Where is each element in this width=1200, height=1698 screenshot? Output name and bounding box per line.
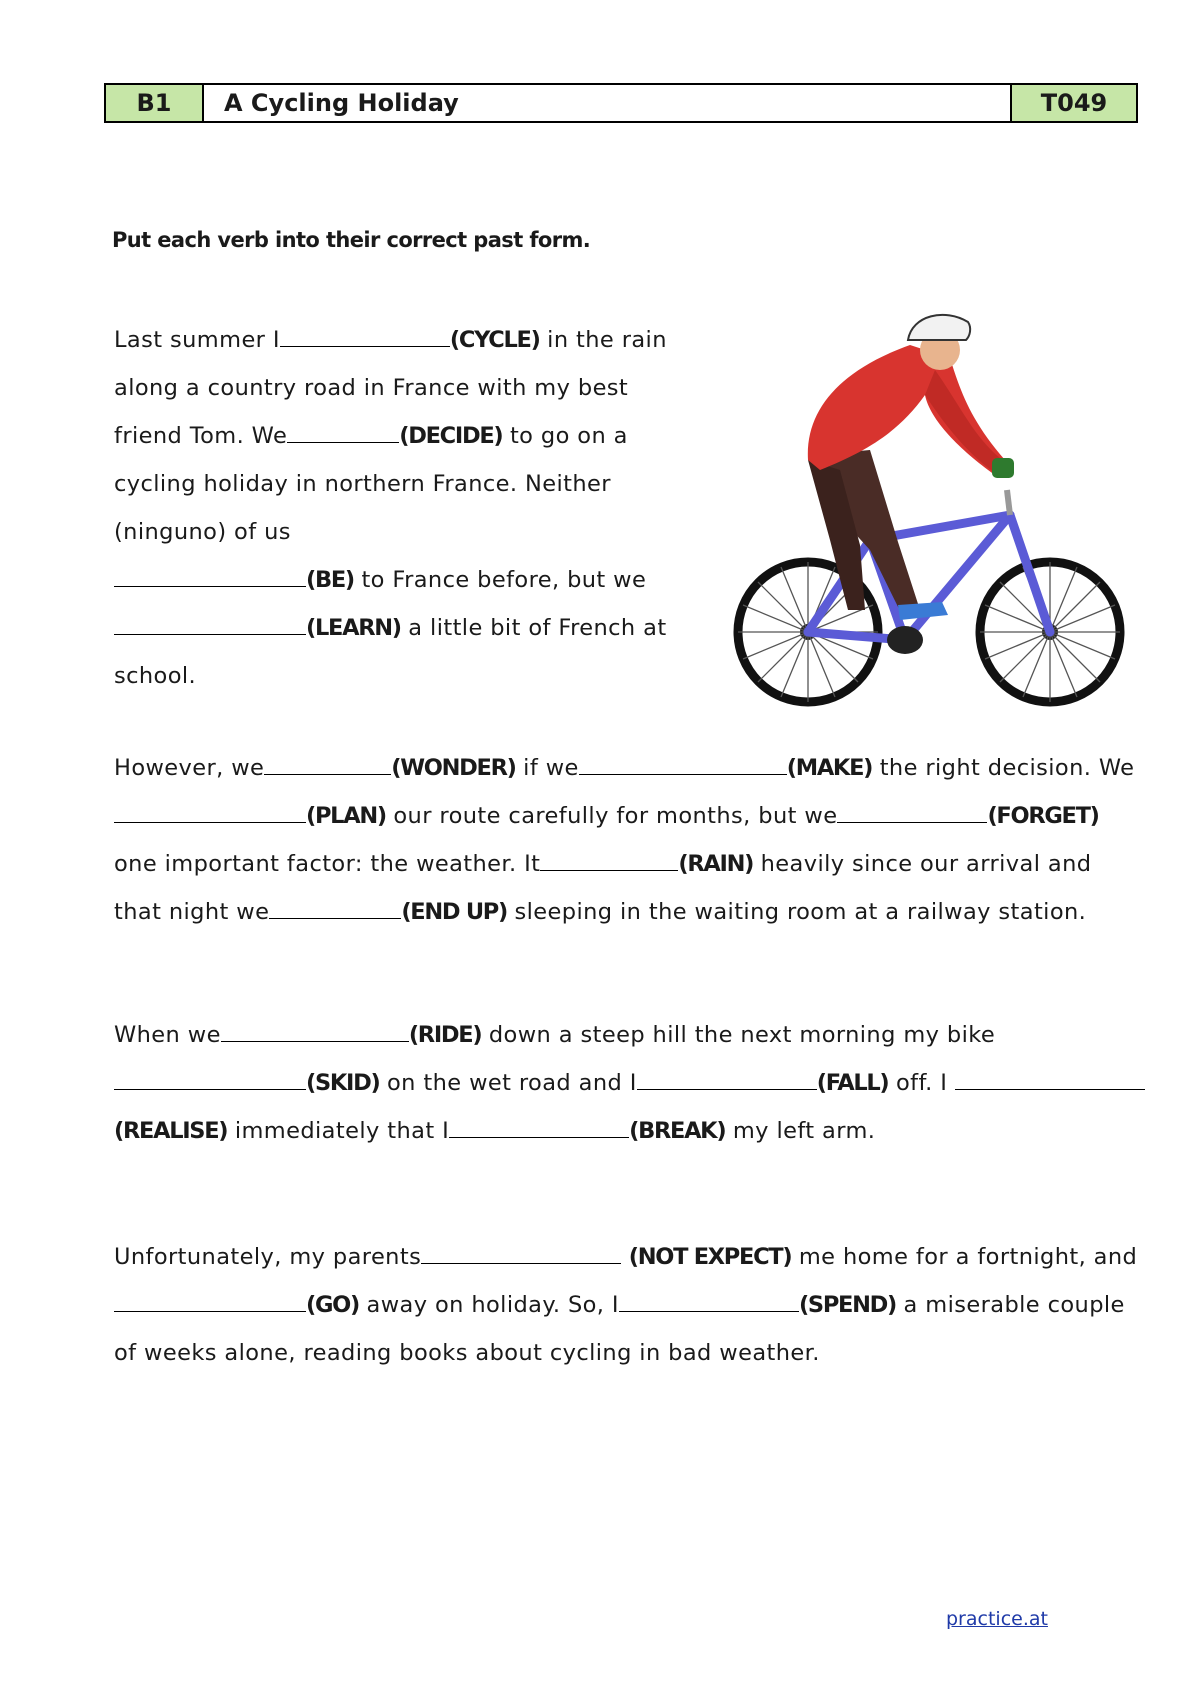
text: cycling holiday in northern France. Neither bbox=[114, 471, 611, 497]
text-line bbox=[114, 556, 694, 604]
text: Last summer I bbox=[114, 327, 280, 353]
verb-hint: (RIDE) bbox=[408, 1022, 482, 1048]
text: to France before, but we bbox=[353, 567, 647, 593]
text-line bbox=[114, 888, 1134, 936]
footer-link[interactable]: practice.at bbox=[946, 1608, 1048, 1630]
answer-blank[interactable] bbox=[449, 1115, 629, 1138]
answer-blank[interactable] bbox=[114, 800, 306, 823]
worksheet-header bbox=[104, 83, 1138, 123]
answer-blank[interactable] bbox=[287, 420, 399, 443]
text-line bbox=[114, 364, 694, 412]
text-line bbox=[114, 1233, 1137, 1281]
paragraph-2 bbox=[114, 744, 1134, 936]
rider-arm bbox=[925, 370, 1005, 475]
verb-hint: (NOT EXPECT) bbox=[628, 1244, 792, 1270]
verb-hint: (END UP) bbox=[401, 899, 507, 925]
text: a little bit of French at bbox=[400, 615, 667, 641]
text: school. bbox=[114, 663, 197, 689]
text-line bbox=[114, 1281, 1137, 1329]
answer-blank[interactable] bbox=[619, 1289, 799, 1312]
text: of weeks alone, reading books about cycling in bad weather. bbox=[114, 1340, 820, 1366]
verb-hint: (FALL) bbox=[816, 1070, 889, 1096]
text-line bbox=[114, 1011, 1145, 1059]
text: along a country road in France with my best bbox=[114, 375, 629, 401]
text: down a steep hill the next morning my bike bbox=[481, 1022, 996, 1048]
answer-blank[interactable] bbox=[264, 752, 391, 775]
verb-hint: (FORGET) bbox=[987, 803, 1099, 829]
answer-blank[interactable] bbox=[114, 1067, 306, 1090]
text: off. I bbox=[888, 1070, 955, 1096]
answer-blank[interactable] bbox=[114, 612, 306, 635]
text: When we bbox=[114, 1022, 221, 1048]
text-line bbox=[114, 1059, 1145, 1107]
text-line bbox=[114, 1329, 1137, 1377]
rider-glove bbox=[992, 458, 1014, 478]
verb-hint: (SKID) bbox=[306, 1070, 380, 1096]
text-line bbox=[114, 460, 694, 508]
instruction: Put each verb into their correct past form. bbox=[112, 228, 591, 252]
verb-hint: (DECIDE) bbox=[399, 423, 503, 449]
text-line bbox=[114, 508, 694, 556]
stem bbox=[1007, 490, 1010, 515]
answer-blank[interactable] bbox=[280, 324, 450, 347]
text: my left arm. bbox=[725, 1118, 876, 1144]
verb-hint: (MAKE) bbox=[786, 755, 873, 781]
text: one important factor: the weather. It bbox=[114, 851, 541, 877]
text-line bbox=[114, 840, 1134, 888]
verb-hint: (GO) bbox=[306, 1292, 359, 1318]
crank bbox=[887, 626, 923, 654]
verb-hint: (WONDER) bbox=[391, 755, 516, 781]
text: in the rain bbox=[539, 327, 667, 353]
answer-blank[interactable] bbox=[955, 1067, 1145, 1090]
text: me home for a fortnight, and bbox=[791, 1244, 1138, 1270]
text: that night we bbox=[114, 899, 270, 925]
answer-blank[interactable] bbox=[540, 848, 678, 871]
answer-blank[interactable] bbox=[579, 752, 787, 775]
text-line bbox=[114, 412, 694, 460]
verb-hint: (PLAN) bbox=[306, 803, 386, 829]
text-line bbox=[114, 744, 1134, 792]
text-line bbox=[114, 604, 694, 652]
text: Unfortunately, my parents bbox=[114, 1244, 422, 1270]
text: to go on a bbox=[502, 423, 628, 449]
level-badge: B1 bbox=[106, 85, 204, 121]
answer-blank[interactable] bbox=[837, 800, 987, 823]
verb-hint: (LEARN) bbox=[306, 615, 401, 641]
text: on the wet road and I bbox=[379, 1070, 637, 1096]
answer-blank[interactable] bbox=[114, 1289, 306, 1312]
text: our route carefully for months, but we bbox=[385, 803, 838, 829]
verb-hint: (RAIN) bbox=[678, 851, 754, 877]
paragraph-3 bbox=[114, 1011, 1145, 1155]
text: However, we bbox=[114, 755, 265, 781]
text: the right decision. We bbox=[872, 755, 1135, 781]
text: a miserable couple bbox=[896, 1292, 1125, 1318]
text-line bbox=[114, 652, 694, 700]
verb-hint: (CYCLE) bbox=[449, 327, 540, 353]
verb-hint: (REALISE) bbox=[114, 1118, 228, 1144]
helmet-icon bbox=[908, 315, 970, 340]
text-line bbox=[114, 1107, 1145, 1155]
worksheet-title: A Cycling Holiday bbox=[204, 85, 1010, 121]
text: immediately that I bbox=[227, 1118, 450, 1144]
text-line bbox=[114, 316, 694, 364]
text: heavily since our arrival and bbox=[753, 851, 1092, 877]
cyclist-illustration bbox=[720, 310, 1140, 720]
verb-hint: (BREAK) bbox=[629, 1118, 726, 1144]
answer-blank[interactable] bbox=[114, 564, 306, 587]
text: if we bbox=[515, 755, 579, 781]
paragraph-4 bbox=[114, 1233, 1137, 1377]
text-line bbox=[114, 792, 1134, 840]
answer-blank[interactable] bbox=[421, 1241, 621, 1264]
text: (ninguno) of us bbox=[114, 519, 291, 545]
text: away on holiday. So, I bbox=[358, 1292, 619, 1318]
text: sleeping in the waiting room at a railway station. bbox=[506, 899, 1087, 925]
paragraph-1 bbox=[114, 316, 694, 700]
worksheet-code: T049 bbox=[1010, 85, 1136, 121]
answer-blank[interactable] bbox=[637, 1067, 817, 1090]
text: friend Tom. We bbox=[114, 423, 288, 449]
rider-shoe bbox=[898, 602, 948, 620]
verb-hint: (SPEND) bbox=[798, 1292, 896, 1318]
verb-hint: (BE) bbox=[306, 567, 354, 593]
answer-blank[interactable] bbox=[221, 1019, 409, 1042]
answer-blank[interactable] bbox=[269, 896, 401, 919]
